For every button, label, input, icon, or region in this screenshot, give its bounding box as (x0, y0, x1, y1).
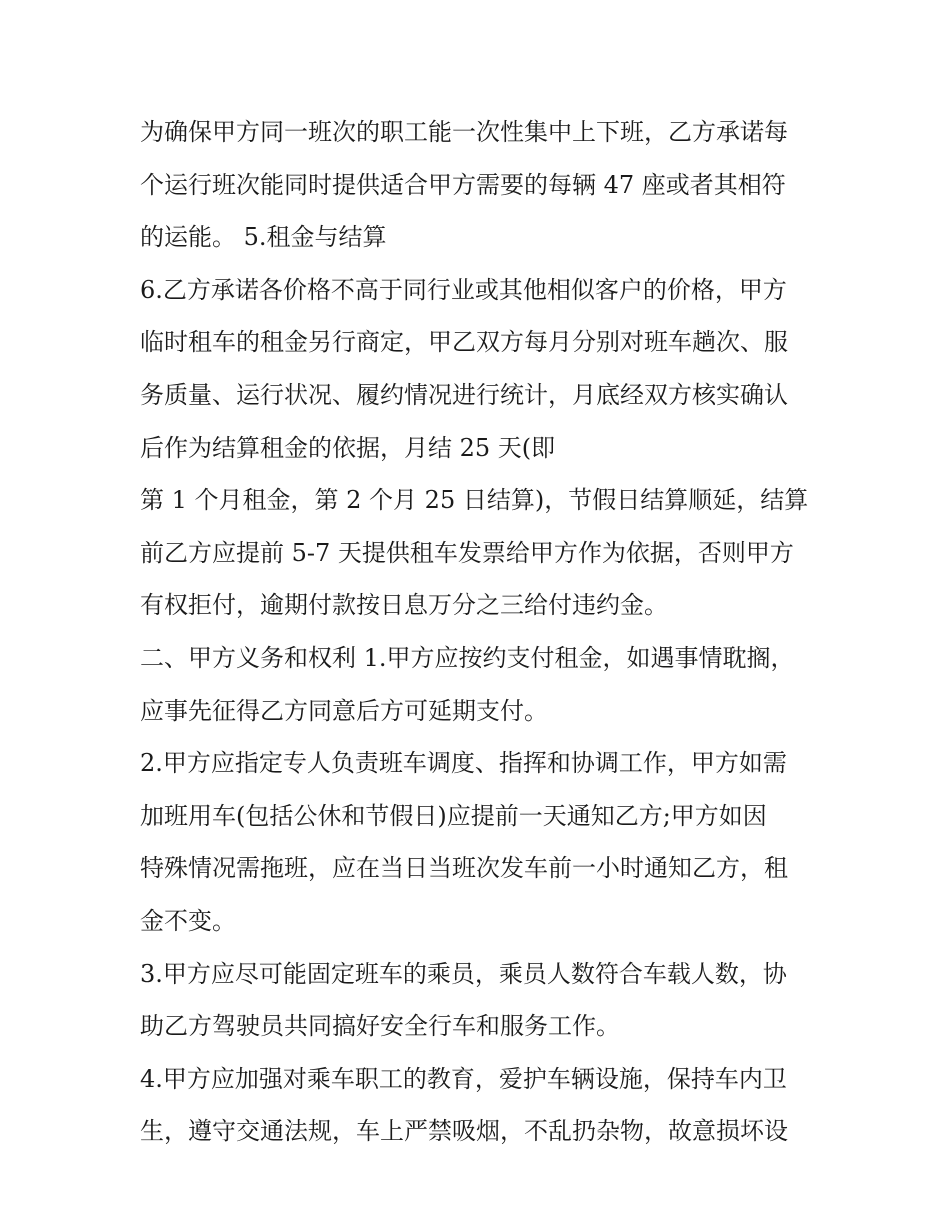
text-line: 3.甲方应尽可能固定班车的乘员，乘员人数符合车载人数，协 (140, 959, 787, 988)
text-line: 第 1 个月租金，第 2 个月 25 日结算)，节假日结算顺延，结算 (140, 486, 809, 515)
text-line: 个运行班次能同时提供适合甲方需要的每辆 47 座或者其相符 (140, 170, 786, 199)
text-line: 务质量、运行状况、履约情况进行统计，月底经双方核实确认 (140, 380, 788, 409)
text-line: 生，遵守交通法规，车上严禁吸烟，不乱扔杂物，故意损坏设 (140, 1117, 788, 1146)
text-line: 2.甲方应指定专人负责班车调度、指挥和协调工作，甲方如需 (140, 749, 787, 778)
text-line: 4.甲方应加强对乘车职工的教育，爱护车辆设施，保持车内卫 (140, 1064, 787, 1093)
text-line: 前乙方应提前 5-7 天提供租车发票给甲方作为依据，否则甲方 (140, 538, 794, 567)
text-line: 为确保甲方同一班次的职工能一次性集中上下班，乙方承诺每 (140, 118, 788, 146)
text-line: 后作为结算租金的依据，月结 25 天(即 (140, 433, 556, 462)
text-line: 加班用车(包括公休和节假日)应提前一天通知乙方;甲方如因 (140, 801, 767, 830)
text-line: 的运能。 5.租金与结算 (140, 223, 387, 252)
text-line: 有权拒付，逾期付款按日息万分之三给付违约金。 (140, 591, 668, 620)
text-line: 特殊情况需拖班，应在当日当班次发车前一小时通知乙方，租 (140, 854, 788, 883)
text-line: 二、甲方义务和权利 1.甲方应按约支付租金，如遇事情耽搁， (140, 643, 795, 672)
text-line: 6.乙方承诺各价格不高于同行业或其他相似客户的价格，甲方 (140, 275, 787, 304)
text-line: 应事先征得乙方同意后方可延期支付。 (140, 696, 548, 725)
contract-text-block (140, 106, 820, 1158)
text-line: 助乙方驾驶员共同搞好安全行车和服务工作。 (140, 1012, 620, 1041)
text-line: 临时租车的租金另行商定，甲乙双方每月分别对班车趟次、服 (140, 328, 788, 357)
text-line: 金不变。 (140, 906, 236, 935)
